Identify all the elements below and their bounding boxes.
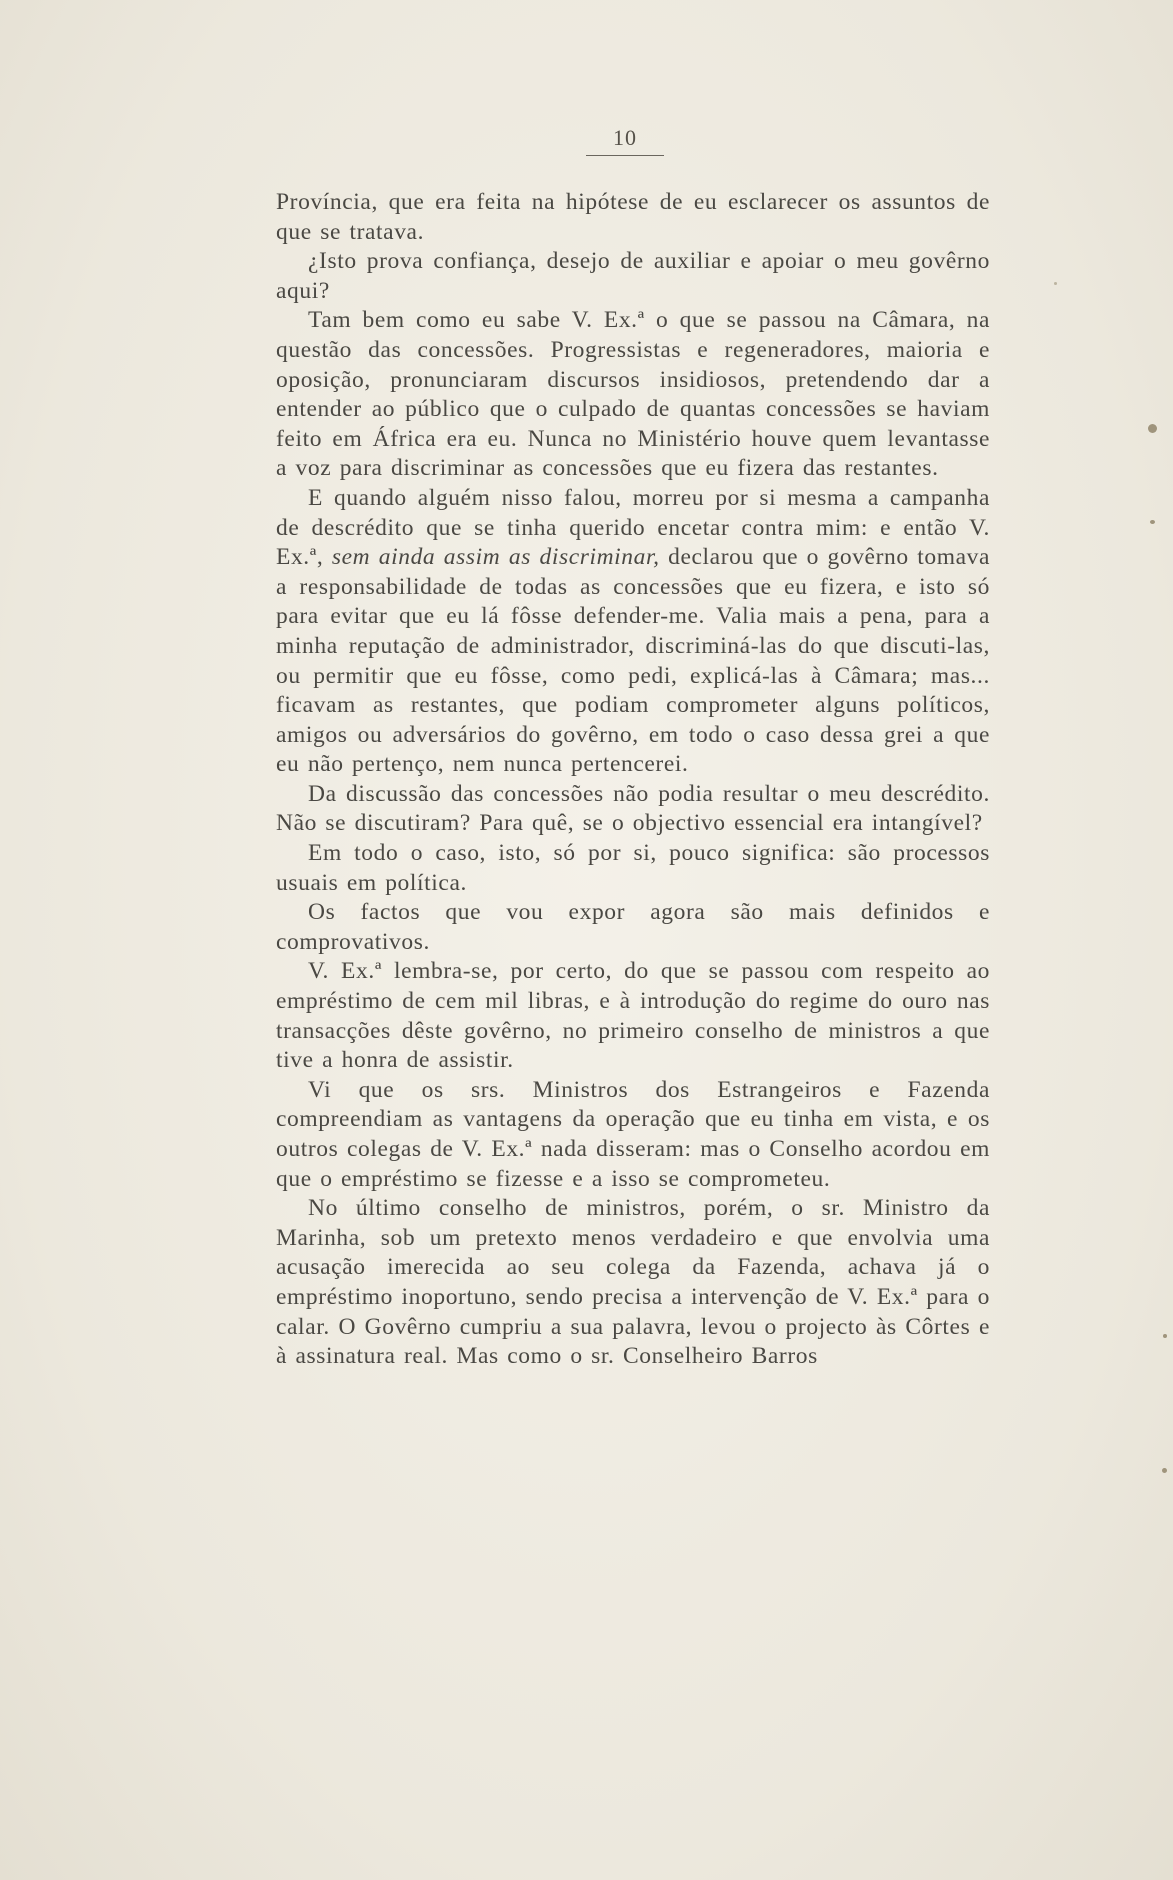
italic-emphasis: sem ainda assim as discriminar,	[331, 544, 660, 571]
paper-speck	[1162, 1468, 1167, 1473]
paper-speck	[1150, 520, 1155, 524]
paper-speck	[1148, 424, 1157, 433]
paragraph: Vi que os srs. Ministros dos Estrangeiros e Fazenda compreendiam as vantagens da operação que eu tinha em vista, e os outros colegas de V. Ex.ª nada disseram: mas o Conselho acordou em que o empréstimo se fizesse e a isso se comprometeu.	[276, 1076, 990, 1192]
paragraph: Província, que era feita na hipótese de eu esclarecer os assuntos de que se tratava.	[276, 189, 990, 245]
paragraph	[276, 484, 990, 780]
page-number: 10	[613, 125, 637, 150]
paragraph: Tam bem como eu sabe V. Ex.ª o que se passou na Câmara, na questão das concessões. Progressistas e regeneradores, maioria e oposição, pronunciaram discursos insidiosos, pretendendo dar a entender ao público que o culpado de quantas concessões se haviam feito em África era eu. Nunca no Ministério houve quem levantasse a voz para discriminar as concessões que eu fizera das restantes.	[276, 307, 990, 482]
paragraph: No último conselho de ministros, porém, o sr. Ministro da Marinha, sob um pretexto menos verdadeiro e que envolvia uma acusação imerecida ao seu colega da Fazenda, achava já o empréstimo inoportuno, sendo precisa a intervenção de V. Ex.ª para o calar. O Govêrno cumpriu a sua palavra, levou o projecto às Côrtes e à assinatura real. Mas como o sr. Conselheiro Barros	[276, 1195, 990, 1370]
paragraph: Da discussão das concessões não podia resultar o meu descrédito. Não se discutiram? Para quê, se o objectivo essencial era intangível?	[276, 780, 990, 837]
paragraph: Os factos que vou expor agora são mais definidos e comprovativos.	[276, 899, 990, 955]
paragraph-text: declarou que o govêrno tomava a responsabilidade de todas as concessões que eu fizera, e isto só para evitar que eu lá fôsse defender-me. Valia mais a pena, para a minha reputação de administrador, discriminá-las do que discuti-las, ou permitir que eu fôsse, como pedi, explicá-las à Câmara; mas... ficavam as restantes, que podiam comprometer alguns políticos, amigos ou adversários do govêrno, em todo o caso dessa grei a que eu não pertenço, nem nunca pertencerei.	[276, 544, 990, 778]
paragraph: Em todo o caso, isto, só por si, pouco significa: são processos usuais em política.	[276, 840, 990, 896]
paper-speck	[1163, 1334, 1167, 1338]
header-rule	[586, 155, 664, 156]
paper-speck	[1054, 282, 1057, 285]
body-text	[276, 188, 990, 1372]
paragraph: ¿Isto prova confiança, desejo de auxiliar e apoiar o meu govêrno aqui?	[276, 248, 990, 304]
paragraph-text: E quando alguém nisso falou, morreu por si mesma a campanha de descrédito que se tinha querido encetar contra mim: e então V. Ex.ª,	[276, 484, 990, 571]
paragraph: V. Ex.ª lembra-se, por certo, do que se passou com respeito ao empréstimo de cem mil libras, e à introdução do regime do ouro nas transacções dêste govêrno, no primeiro conselho de ministros a que tive a honra de assistir.	[276, 958, 990, 1074]
